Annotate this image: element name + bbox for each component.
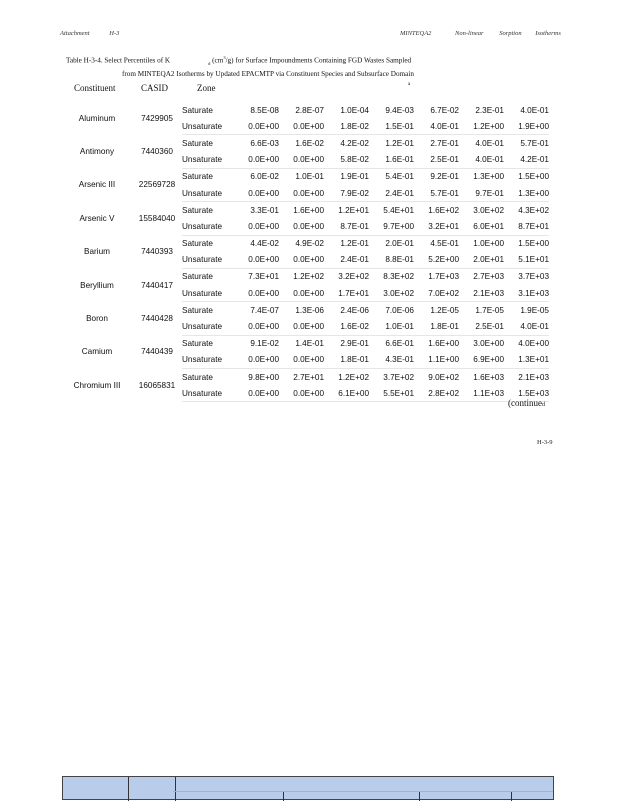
kd-percentile-table (62, 102, 549, 402)
cell-value: 4.5E-01 (430, 239, 459, 249)
table-row (62, 335, 549, 352)
caption-units: (cm (212, 56, 224, 65)
cell-value: 4.0E+00 (518, 339, 549, 349)
cell-zone: Unsaturate (182, 352, 234, 369)
table-row (62, 268, 549, 285)
cell-constituent: Beryllium (80, 280, 114, 290)
cell-value: 2.7E-01 (430, 138, 459, 148)
cell-value: 1.6E+00 (293, 205, 324, 215)
continued-label (508, 398, 545, 408)
cell-value: 2.1E+03 (459, 285, 504, 302)
cell-value: 1.9E+00 (504, 118, 549, 135)
cell-value: 1.5E+03 (504, 385, 549, 402)
cell-value: 1.6E-02 (324, 318, 369, 335)
cell-value: 0.0E+00 (279, 385, 324, 402)
cell-value: 1.2E-01 (385, 138, 414, 148)
cell-constituent: Arsenic V (79, 213, 115, 223)
cell-value: 1.0E-01 (295, 172, 324, 182)
cell-value: 1.1E+03 (459, 385, 504, 402)
running-header (60, 30, 137, 37)
cell-value: 0.0E+00 (279, 185, 324, 202)
cell-value: 2.7E+03 (473, 272, 504, 282)
cell-value: 6.0E-02 (250, 172, 279, 182)
header-section: H-3 (109, 30, 120, 37)
cell-casid: 15584040 (138, 213, 176, 223)
cell-value: 1.6E-02 (295, 138, 324, 148)
cell-value: 0.0E+00 (234, 318, 279, 335)
cell-value: 4.0E-01 (520, 105, 549, 115)
cell-zone: Unsaturate (182, 218, 234, 235)
cell-value: 3.0E+02 (369, 285, 414, 302)
caption-footnote-mark: a (408, 82, 411, 87)
cell-value: 5.4E-01 (385, 172, 414, 182)
cell-value: 9.0E+02 (428, 372, 459, 382)
next-table-rule (173, 777, 553, 792)
header-attachment: Attachment (60, 30, 90, 37)
cell-value: 2.0E+01 (459, 252, 504, 269)
cell-value: 1.3E-06 (295, 305, 324, 315)
cell-constituent: Boron (86, 313, 108, 323)
cell-value: 2.3E-01 (475, 105, 504, 115)
col-header-constituent: Constituent (74, 83, 116, 93)
cell-value: 1.4E-01 (295, 339, 324, 349)
cell-value: 2.7E+01 (293, 372, 324, 382)
cell-value: 8.3E+02 (383, 272, 414, 282)
cell-value: 1.2E+02 (338, 372, 369, 382)
cell-value: 1.5E+00 (518, 239, 549, 249)
cell-value: 0.0E+00 (279, 118, 324, 135)
table-row (62, 102, 549, 118)
cell-zone: Saturate (182, 339, 213, 349)
table-row (62, 135, 549, 152)
cell-zone: Unsaturate (182, 318, 234, 335)
cell-value: 1.8E-01 (324, 352, 369, 369)
cell-value: 5.5E+01 (369, 385, 414, 402)
cell-value: 1.1E+00 (414, 352, 459, 369)
cell-value: 2.9E-01 (340, 339, 369, 349)
cell-zone: Saturate (182, 105, 213, 115)
cell-constituent: Aluminum (78, 113, 116, 123)
cell-value: 2.5E-01 (414, 152, 459, 169)
cell-value: 2.1E+03 (518, 372, 549, 382)
cell-value: 2.8E+02 (414, 385, 459, 402)
cell-casid: 7440439 (141, 347, 173, 357)
caption-k-subscript: d (208, 60, 211, 66)
col-header-casid: CASID (141, 83, 169, 93)
cell-value: 1.5E+00 (518, 172, 549, 182)
cell-value: 5.4E+01 (383, 205, 414, 215)
cell-value: 2.0E-01 (385, 239, 414, 249)
cell-value: 1.2E+00 (459, 118, 504, 135)
cell-value: 9.2E-01 (430, 172, 459, 182)
cell-value: 1.6E-01 (369, 152, 414, 169)
cell-value: 0.0E+00 (279, 218, 324, 235)
cell-value: 1.9E-01 (340, 172, 369, 182)
cell-value: 1.0E+00 (473, 239, 504, 249)
table-row (62, 168, 549, 185)
cell-value: 3.0E+00 (473, 339, 504, 349)
cell-value: 4.2E-02 (340, 138, 369, 148)
cell-value: 0.0E+00 (234, 118, 279, 135)
cell-constituent: Arsenic III (78, 180, 116, 190)
cell-value: 3.7E+03 (518, 272, 549, 282)
next-table-header (62, 776, 554, 800)
cell-value: 1.3E+00 (473, 172, 504, 182)
cell-zone: Unsaturate (182, 185, 234, 202)
header-model: MINTEQA2 (400, 30, 432, 37)
cell-value: 1.2E-01 (340, 239, 369, 249)
cell-value: 0.0E+00 (279, 285, 324, 302)
table-row (62, 202, 549, 219)
cell-casid: 7440428 (141, 313, 173, 323)
cell-zone: Unsaturate (182, 385, 234, 402)
table-caption (60, 53, 500, 79)
cell-value: 9.7E+00 (369, 218, 414, 235)
cell-value: 9.4E-03 (385, 105, 414, 115)
cell-value: 2.4E-01 (324, 252, 369, 269)
col-header-zone: Zone (197, 83, 216, 93)
cell-value: 1.2E+01 (338, 205, 369, 215)
cell-value: 1.7E+03 (428, 272, 459, 282)
caption-title: Table H-3-4. Select Percentiles of K (66, 56, 171, 65)
cell-zone: Saturate (182, 372, 213, 382)
cell-zone: Unsaturate (182, 285, 234, 302)
cell-value: 2.5E-01 (459, 318, 504, 335)
cell-value: 0.0E+00 (279, 352, 324, 369)
cell-value: 1.2E-05 (430, 305, 459, 315)
cell-value: 8.8E-01 (369, 252, 414, 269)
cell-value: 4.4E-02 (250, 239, 279, 249)
cell-zone: Saturate (182, 205, 213, 215)
cell-value: 4.0E-01 (414, 118, 459, 135)
cell-value: 1.6E+03 (473, 372, 504, 382)
cell-value: 0.0E+00 (279, 252, 324, 269)
cell-value: 6.0E+01 (459, 218, 504, 235)
cell-value: 4.0E-01 (459, 152, 504, 169)
cell-zone: Unsaturate (182, 118, 234, 135)
cell-value: 5.7E-01 (414, 185, 459, 202)
caption-line-2: from MINTEQA2 Isotherms by Updated EPACMTP via Constituent Species and Subsurface Domain (122, 69, 414, 78)
cell-zone: Saturate (182, 272, 213, 282)
table-row (62, 302, 549, 319)
cell-casid: 7440417 (141, 280, 173, 290)
cell-value: 6.6E-03 (250, 138, 279, 148)
cell-value: 7.9E-02 (324, 185, 369, 202)
cell-casid: 16065831 (138, 380, 176, 390)
cell-value: 1.0E-04 (340, 105, 369, 115)
cell-value: 6.9E+00 (459, 352, 504, 369)
caption-units-sup: 3 (223, 55, 226, 60)
table-row (62, 369, 549, 386)
cell-casid: 22569728 (138, 180, 176, 190)
continued-text: (continue (508, 398, 542, 408)
cell-value: 3.3E-01 (250, 205, 279, 215)
cell-value: 0.0E+00 (234, 252, 279, 269)
header-sorption: Sorption (499, 30, 522, 37)
cell-value: 2.8E-07 (295, 105, 324, 115)
cell-value: 3.7E+02 (383, 372, 414, 382)
cell-value: 1.3E+01 (504, 352, 549, 369)
cell-casid: 7429905 (141, 113, 173, 123)
caption-line-1 (66, 53, 500, 69)
cell-zone: Unsaturate (182, 252, 234, 269)
cell-value: 8.7E-01 (324, 218, 369, 235)
cell-value: 1.9E-05 (520, 305, 549, 315)
cell-value: 9.8E+00 (248, 372, 279, 382)
cell-value: 0.0E+00 (279, 152, 324, 169)
header-nonlinear: Non-linear (455, 30, 484, 37)
table-row (62, 235, 549, 252)
cell-value: 1.8E-02 (324, 118, 369, 135)
cell-value: 1.6E+02 (428, 205, 459, 215)
cell-value: 1.2E+02 (293, 272, 324, 282)
cell-value: 1.7E-05 (475, 305, 504, 315)
cell-value: 5.2E+00 (414, 252, 459, 269)
cell-value: 7.4E-07 (250, 305, 279, 315)
header-isotherms: Isotherms (535, 30, 561, 37)
cell-value: 6.7E-02 (430, 105, 459, 115)
cell-constituent: Barium (84, 247, 110, 257)
cell-value: 1.8E-01 (414, 318, 459, 335)
cell-value: 7.0E-06 (385, 305, 414, 315)
running-header-right (400, 30, 579, 37)
cell-constituent: Chromium III (73, 380, 121, 390)
cell-value: 0.0E+00 (234, 185, 279, 202)
cell-value: 4.0E-01 (504, 318, 549, 335)
cell-value: 0.0E+00 (234, 352, 279, 369)
cell-value: 3.0E+02 (473, 205, 504, 215)
cell-casid: 7440360 (141, 147, 173, 157)
cell-value: 1.6E+00 (428, 339, 459, 349)
cell-value: 1.3E+00 (504, 185, 549, 202)
cell-value: 3.2E+01 (414, 218, 459, 235)
cell-value: 8.7E+01 (504, 218, 549, 235)
cell-value: 2.4E-06 (340, 305, 369, 315)
cell-constituent: Antimony (79, 147, 115, 157)
cell-value: 6.6E-01 (385, 339, 414, 349)
cell-value: 0.0E+00 (234, 152, 279, 169)
page-number: H-3-9 (537, 439, 553, 446)
cell-value: 4.0E-01 (475, 138, 504, 148)
cell-value: 0.0E+00 (234, 285, 279, 302)
cell-value: 0.0E+00 (234, 385, 279, 402)
cell-value: 9.7E-01 (459, 185, 504, 202)
cell-zone: Saturate (182, 305, 213, 315)
cell-value: 0.0E+00 (279, 318, 324, 335)
cell-value: 1.7E+01 (324, 285, 369, 302)
cell-value: 9.1E-02 (250, 339, 279, 349)
cell-value: 8.5E-08 (250, 105, 279, 115)
cell-value: 3.2E+02 (338, 272, 369, 282)
cell-value: 5.1E+01 (504, 252, 549, 269)
table-body (62, 102, 549, 402)
cell-value: 2.4E-01 (369, 185, 414, 202)
cell-value: 1.0E-01 (369, 318, 414, 335)
cell-value: 7.3E+01 (248, 272, 279, 282)
cell-casid: 7440393 (141, 247, 173, 257)
caption-units-rest: /g) for Surface Impoundments Containing FGD Wastes Sampled (225, 56, 412, 65)
cell-zone: Saturate (182, 172, 213, 182)
cell-value: 5.7E-01 (520, 138, 549, 148)
cell-value: 7.0E+02 (414, 285, 459, 302)
next-table-divider (128, 777, 129, 801)
cell-zone: Saturate (182, 239, 213, 249)
cell-value: 0.0E+00 (234, 218, 279, 235)
cell-zone: Saturate (182, 138, 213, 148)
cell-value: 4.3E-01 (369, 352, 414, 369)
cell-constituent: Camium (81, 347, 113, 357)
cell-value: 6.1E+00 (324, 385, 369, 402)
cell-value: 1.5E-01 (369, 118, 414, 135)
cell-value: 5.8E-02 (324, 152, 369, 169)
cell-zone: Unsaturate (182, 152, 234, 169)
cell-value: 4.2E-01 (504, 152, 549, 169)
cell-value: 4.9E-02 (295, 239, 324, 249)
cell-value: 3.1E+03 (504, 285, 549, 302)
cell-value: 4.3E+02 (518, 205, 549, 215)
continued-suffix: d (542, 402, 545, 408)
